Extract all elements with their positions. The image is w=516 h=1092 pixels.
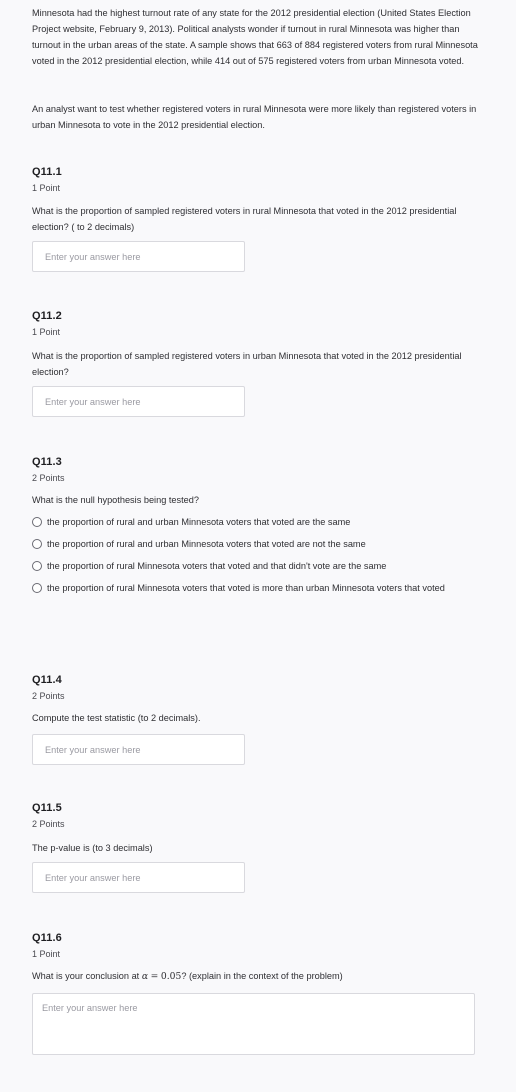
radio-option[interactable] bbox=[32, 558, 472, 574]
radio-option[interactable] bbox=[32, 536, 472, 552]
radio-option[interactable] bbox=[32, 580, 462, 596]
alpha-value: 0.05 bbox=[160, 971, 182, 982]
question-text: Compute the test statistic (to 2 decimals). bbox=[32, 713, 201, 723]
question-text: What is the null hypothesis being tested? bbox=[32, 495, 200, 505]
question-points: 2 Points bbox=[32, 819, 65, 829]
question-text: What is the proportion of sampled registered voters in urban Minnesota that voted in the 2012 presidential election? bbox=[32, 351, 462, 377]
radio-button[interactable] bbox=[32, 561, 42, 571]
answer-input-q11-1[interactable] bbox=[32, 241, 245, 272]
question-text: What is the proportion of sampled registered voters in rural Minnesota that voted in the 2012 presidential election? ( to 2 decimals) bbox=[32, 206, 457, 232]
question-text-before: What is your conclusion at bbox=[32, 971, 140, 981]
problem-task: An analyst want to test whether registered voters in rural Minnesota were more likely than registered voters in urban Minnesota to vote in the 2012 presidential election. bbox=[32, 104, 477, 130]
option-label: the proportion of rural Minnesota voters that voted and that didn't vote are the same bbox=[47, 561, 387, 571]
radio-button[interactable] bbox=[32, 539, 42, 549]
question-text: The p-value is (to 3 decimals) bbox=[32, 843, 153, 853]
question-text bbox=[32, 968, 484, 985]
question-points: 1 Point bbox=[32, 949, 61, 959]
option-label: the proportion of rural Minnesota voters that voted is more than urban Minnesota voters that voted bbox=[47, 583, 445, 593]
answer-input-q11-2[interactable] bbox=[32, 386, 245, 417]
problem-statement: Minnesota had the highest turnout rate of any state for the 2012 presidential election (United States Election Project website, February 9, 2013). Political analysts wonder if turnout in rural Minnesota was higher than turnout in the urban areas of the state. A sample shows that 663 of 884 registered voters from rural Minnesota voted in the 2012 presidential election, while 414 out of 575 registered voters from urban Minnesota voted. bbox=[32, 8, 478, 66]
question-title: Q11.5 bbox=[32, 802, 62, 814]
question-title: Q11.1 bbox=[32, 166, 62, 178]
answer-input-q11-4[interactable] bbox=[32, 734, 245, 765]
question-title: Q11.6 bbox=[32, 932, 62, 944]
question-title: Q11.4 bbox=[32, 674, 62, 686]
question-title: Q11.2 bbox=[32, 310, 62, 322]
answer-input-q11-5[interactable] bbox=[32, 862, 245, 893]
option-label: the proportion of rural and urban Minnesota voters that voted are the same bbox=[47, 517, 351, 527]
question-points: 2 Points bbox=[32, 473, 65, 483]
question-title: Q11.3 bbox=[32, 456, 62, 468]
radio-option[interactable] bbox=[32, 514, 472, 530]
radio-button[interactable] bbox=[32, 583, 42, 593]
alpha-symbol: α bbox=[141, 971, 149, 982]
option-label: the proportion of rural and urban Minnesota voters that voted are not the same bbox=[47, 539, 366, 549]
question-points: 1 Point bbox=[32, 327, 61, 337]
question-points: 1 Point bbox=[32, 183, 61, 193]
radio-button[interactable] bbox=[32, 517, 42, 527]
answer-textarea-q11-6[interactable] bbox=[32, 993, 475, 1055]
question-points: 2 Points bbox=[32, 691, 65, 701]
question-text-after: ? (explain in the context of the problem) bbox=[181, 971, 343, 981]
equals-sign: = bbox=[150, 971, 159, 982]
